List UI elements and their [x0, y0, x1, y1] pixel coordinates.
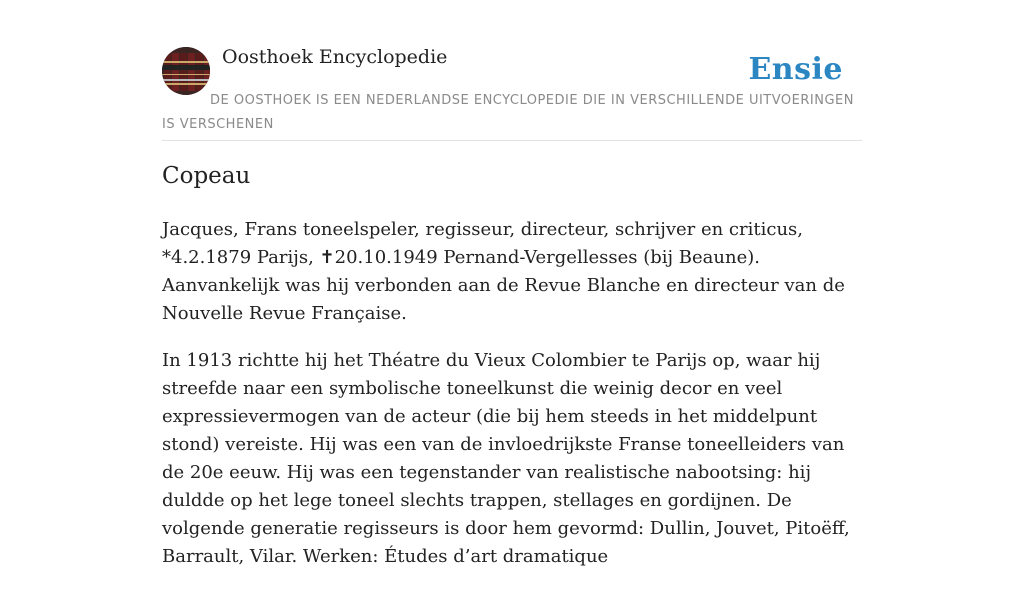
ensie-logo[interactable]: Ensie	[748, 52, 843, 87]
site-header	[162, 0, 862, 141]
article-body	[162, 216, 862, 590]
site-tagline: DE OOSTHOEK IS EEN NEDERLANDSE ENCYCLOPEDIE DIE IN VERSCHILLENDE UITVOERINGEN IS VERSCHENEN	[162, 93, 854, 132]
page	[162, 0, 862, 567]
article-paragraph: In 1913 richtte hij het Théatre du Vieux Colombier te Parijs op, waar hij streefde naar een symbolische toneelkunst die weinig decor en veel expressievermogen van de acteur (die bij hem steeds in het middelpunt stond) vereiste. Hij was een van de invloedrijkste Franse toneelleiders van de 20e eeuw. Hij was een tegenstander van realistische nabootsing: hij duldde op het lege toneel slechts trappen, stellages en gordijnen. De volgende generatie regisseurs is door hem gevormd: Dullin, Jouvet, Pitoëff, Barrault, Vilar. Werken: Études d’art dramatique	[162, 350, 850, 567]
encyclopedia-books-icon[interactable]	[162, 47, 210, 95]
article-title: Copeau	[162, 163, 251, 189]
site-name-link[interactable]: Oosthoek Encyclopedie	[222, 46, 448, 68]
article-paragraph: Jacques, Frans toneelspeler, regisseur, directeur, schrijver en criticus, *4.2.1879 Parijs, ✝20.10.1949 Pernand-Vergellesses (bij Beaune). Aanvankelijk was hij verbonden aan de Revue Blanche en directeur van de Nouvelle Revue Française.	[162, 219, 845, 324]
